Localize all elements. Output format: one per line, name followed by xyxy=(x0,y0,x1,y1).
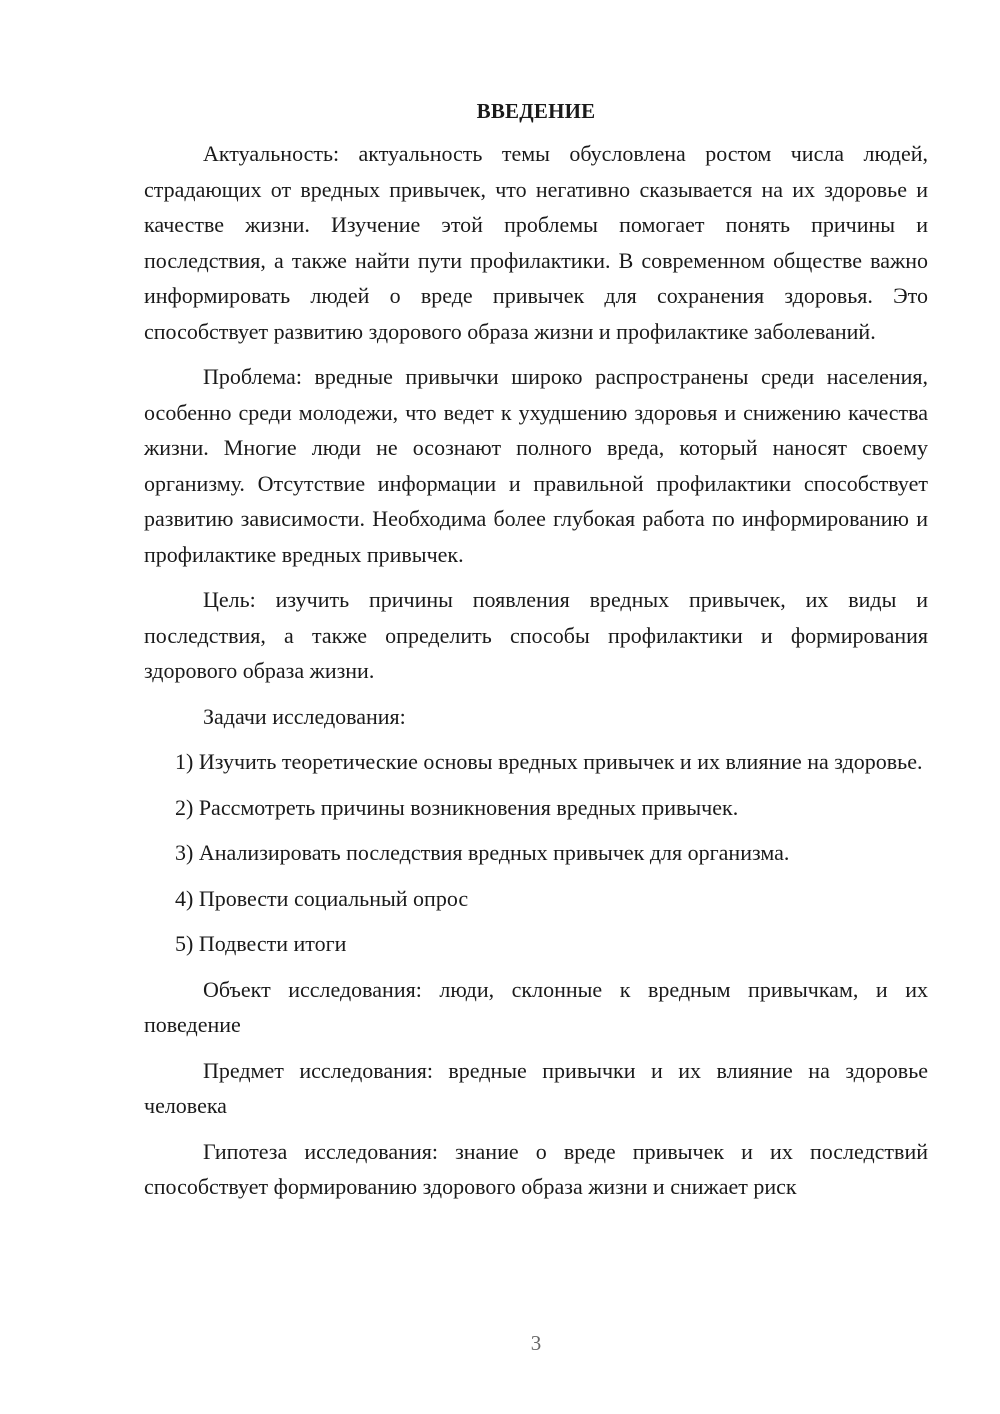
task-item: 2) Рассмотреть причины возникновения вредных привычек. xyxy=(175,794,739,820)
tasks-heading: Задачи исследования: xyxy=(203,703,406,729)
task-item: 1) Изучить теоретические основы вредных привычек и их влияние на здоровье. xyxy=(175,749,923,774)
page-number: 3 xyxy=(530,1331,542,1355)
problem-paragraph: Проблема: вредные привычки широко распространены среди населения, особенно среди молодежи, что ведет к ухудшению здоровья и снижению качества жизни. Многие люди не осознают полного вреда, который наносят своему организму. Отсутствие информации и правильной профилактики способствует развитию зависимости. Необходима более глубокая работа по информированию и профилактике вредных привычек. xyxy=(144,364,928,567)
task-item: 4) Провести социальный опрос xyxy=(175,885,469,911)
object-paragraph: Объект исследования: люди, склонные к вредным привычкам, и их поведение xyxy=(144,976,928,1037)
goal-paragraph: Цель: изучить причины появления вредных привычек, их виды и последствия, а также определить способы профилактики и формирования здорового образа жизни. xyxy=(144,587,928,683)
relevance-paragraph: Актуальность: актуальность темы обусловлена ростом числа людей, страдающих от вредных привычек, что негативно сказывается на их здоровье и качестве жизни. Изучение этой проблемы помогает понять причины и последствия, а также найти пути профилактики. В современном обществе важно информировать людей о вреде привычек для сохранения здоровья. Это способствует развитию здорового образа жизни и профилактике заболеваний. xyxy=(144,141,928,344)
task-item: 3) Анализировать последствия вредных привычек для организма. xyxy=(175,840,790,865)
page-content xyxy=(144,93,928,1215)
task-item: 5) Подвести итоги xyxy=(175,931,347,956)
section-title: ВВЕДЕНИЕ xyxy=(476,99,596,123)
subject-paragraph: Предмет исследования: вредные привычки и их влияние на здоровье человека xyxy=(144,1057,928,1118)
hypothesis-paragraph: Гипотеза исследования: знание о вреде привычек и их последствий способствует формированию здорового образа жизни и снижает риск xyxy=(144,1138,928,1199)
